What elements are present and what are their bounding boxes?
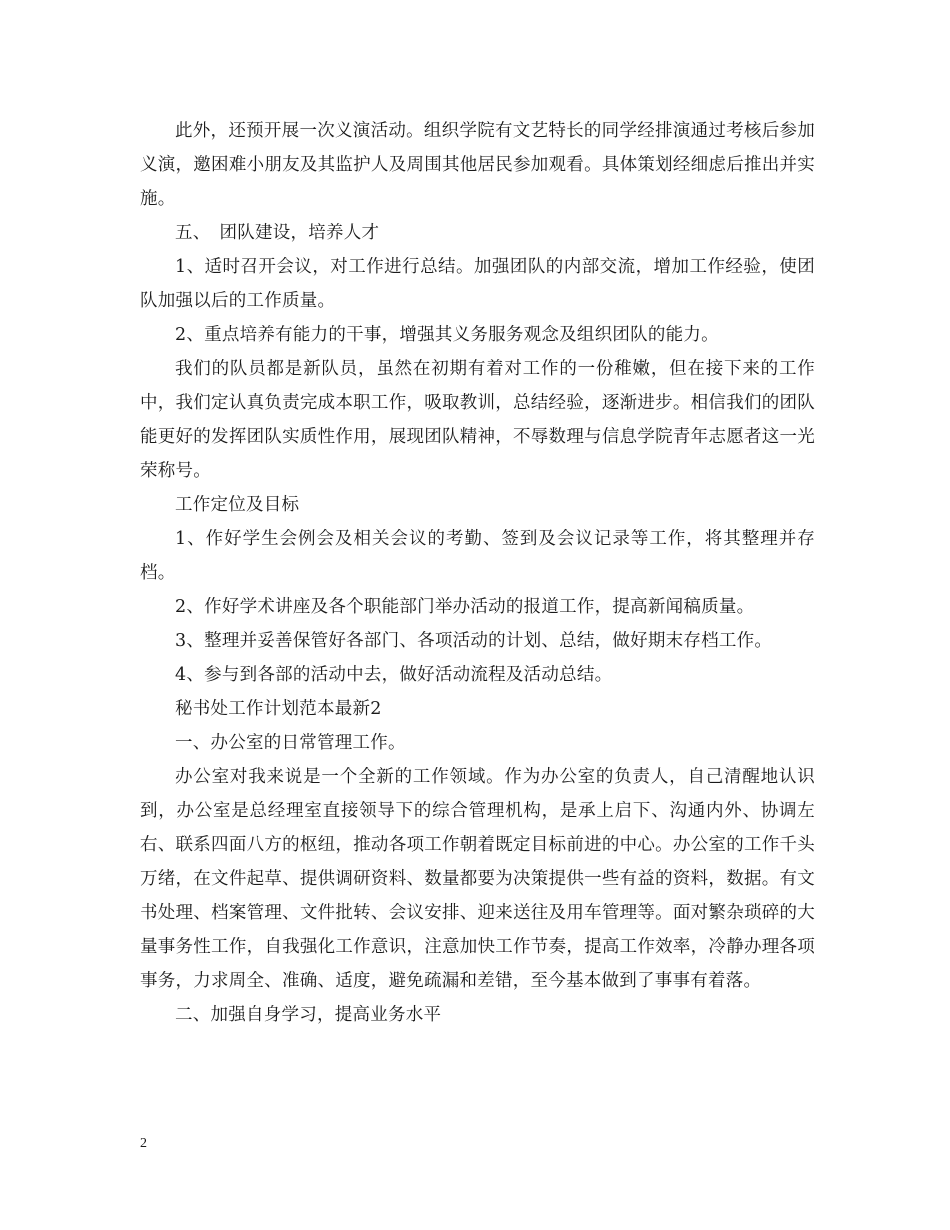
paragraph-meetings: 1、适时召开会议，对工作进行总结。加强团队的内部交流，增加工作经验，使团队加强以后的工作质量。 xyxy=(140,257,815,311)
heading-team-building: 五、 团队建设，培养人才 xyxy=(175,223,380,243)
paragraph-training: 2、重点培养有能力的干事，增强其义务服务观念及组织团队的能力。 xyxy=(175,325,719,345)
paragraph-goal-1: 1、作好学生会例会及相关会议的考勤、签到及会议记录等工作，将其整理并存档。 xyxy=(140,529,815,583)
heading-work-positioning: 工作定位及目标 xyxy=(175,495,300,515)
paragraph-charity-performance: 此外，还预开展一次义演活动。组织学院有文艺特长的同学经排演通过考核后参加义演，邀困难小朋友及其监护人及周围其他居民参加观看。具体策划经细虑后推出并实施。 xyxy=(140,121,815,209)
heading-self-study: 二、加强自身学习，提高业务水平 xyxy=(175,1005,442,1025)
paragraph-office-work: 办公室对我来说是一个全新的工作领域。作为办公室的负责人，自己清醒地认识到，办公室是总经理室直接领导下的综合管理机构，是承上启下、沟通内外、协调左右、联系四面八方的枢纽，推动各项工作朝着既定目标前进的中心。办公室的工作千头万绪，在文件起草、提供调研资料、数量都要为决策提供一些有益的资料，数据。有文书处理、档案管理、文件批转、会议安排、迎来送往及用车管理等。面对繁杂琐碎的大量事务性工作，自我强化工作意识，注意加快工作节奏，提高工作效率，冷静办理各项事务，力求周全、准确、适度，避免疏漏和差错，至今基本做到了事事有着落。 xyxy=(140,767,815,991)
paragraph-team-members: 我们的队员都是新队员，虽然在初期有着对工作的一份稚嫩，但在接下来的工作中，我们定认真负责完成本职工作，吸取教训，总结经验，逐渐进步。相信我们的团队能更好的发挥团队实质性作用，展现团队精神，不辱数理与信息学院青年志愿者这一光荣称号。 xyxy=(140,359,815,481)
heading-office-management: 一、办公室的日常管理工作。 xyxy=(175,733,406,753)
paragraph-goal-4: 4、参与到各部的活动中去，做好活动流程及活动总结。 xyxy=(175,665,613,685)
page-number: 2 xyxy=(140,1136,147,1151)
paragraph-goal-3: 3、整理并妥善保管好各部门、各项活动的计划、总结，做好期末存档工作。 xyxy=(175,631,773,651)
paragraph-goal-2: 2、作好学术讲座及各个职能部门举办活动的报道工作，提高新闻稿质量。 xyxy=(175,597,755,617)
heading-secretariat-plan: 秘书处工作计划范本最新2 xyxy=(175,699,382,719)
document-body xyxy=(140,114,815,1032)
